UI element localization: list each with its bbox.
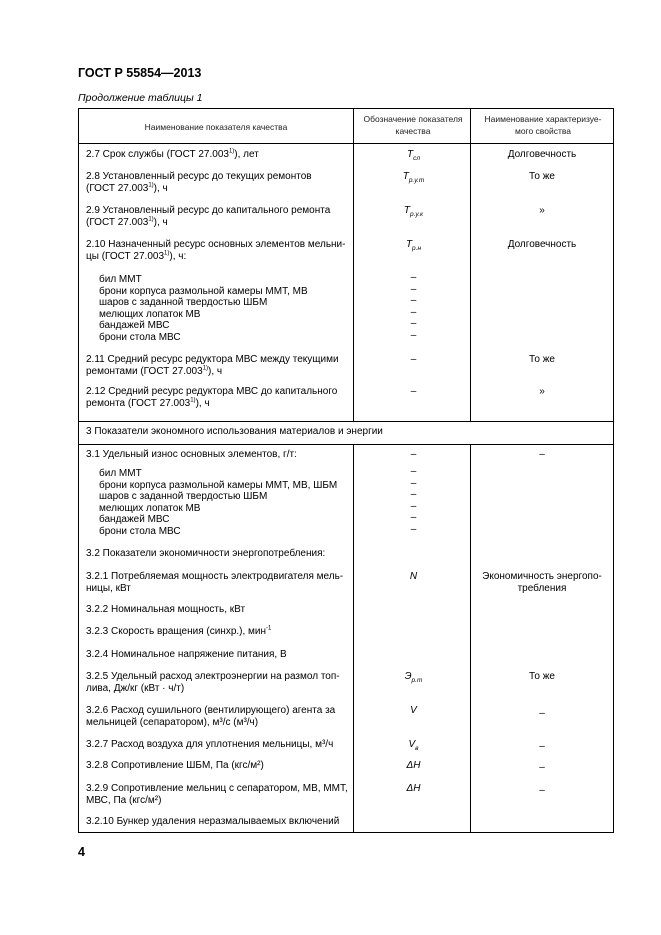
table-row: 3.2.9 Сопротивление мельниц с сепаратором, МВ, ММТ, МВС, Па (кгс/м²) — [86, 783, 348, 806]
symbol-cell: $T_{р.у.т}$ — [402, 171, 425, 184]
table-row: 2.11 Средний ресурс редуктора МВС между текущими ремонтами (ГОСТ 27.003$^{1)}$), ч — [86, 354, 339, 377]
quality-indicators-table — [78, 108, 614, 833]
property-cell: – — [539, 762, 545, 773]
symbol-cell: ΔH — [406, 760, 421, 771]
list-item-group: бил ММТ брони корпуса размольной камеры ММТ, МВ, ШБМ шаров с заданной твердостью ШБМ мелющих лопаток МВ бандажей МВС брони стола МВС — [99, 468, 338, 537]
property-cell: – — [539, 708, 545, 719]
symbol-cell: V — [410, 705, 417, 716]
table-continuation-caption: Продолжение таблицы 1 — [78, 92, 203, 104]
property-cell: То же — [529, 671, 555, 682]
table-row: 3.2.3 Скорость вращения (синхр.), мин$^{-1}$ — [86, 625, 272, 637]
property-cell: Долговечность — [507, 149, 577, 160]
section-3-heading: 3 Показатели экономного использования материалов и энергии — [86, 426, 383, 437]
property-cell: » — [539, 386, 545, 397]
symbol-cell: $T_{р.н}$ — [405, 239, 422, 252]
table-row: 3.2.10 Бункер удаления неразмалываемых включений — [86, 816, 340, 827]
symbol-cell: ΔH — [406, 783, 421, 794]
column-header-symbol: Обозначение показателя качества — [363, 114, 463, 136]
document-id: ГОСТ Р 55854—2013 — [78, 66, 202, 80]
table-row: 3.2.7 Расход воздуха для уплотнения мельницы, м³/ч — [86, 739, 334, 750]
table-row: 2.9 Установленный ресурс до капитального ремонта (ГОСТ 27.003$^{1)}$), ч — [86, 205, 331, 228]
property-cell: То же — [529, 354, 555, 365]
table-row: 3.2 Показатели экономичности энергопотребления: — [86, 548, 326, 559]
table-row: 3.2.2 Номинальная мощность, кВт — [86, 604, 246, 615]
property-cell: – — [539, 449, 545, 460]
dash-group: – – – – – – — [410, 272, 417, 341]
property-cell: – — [539, 785, 545, 796]
symbol-cell: N — [409, 571, 418, 582]
table-row: 3.2.6 Расход сушильного (вентилирующего) агента за мельницей (сепаратором), м³/с (м³/ч) — [86, 705, 336, 728]
table-row: 3.2.8 Сопротивление ШБМ, Па (кгс/м²) — [86, 760, 264, 771]
symbol-cell: $T_{сл}$ — [406, 149, 421, 162]
property-cell: » — [539, 205, 545, 216]
symbol-cell: – — [410, 449, 417, 460]
symbol-cell: – — [410, 386, 417, 397]
page-number: 4 — [78, 845, 85, 859]
table-row: 2.10 Назначенный ресурс основных элементов мельни- цы (ГОСТ 27.003$^{1)}$), ч: — [86, 239, 346, 262]
symbol-cell: $Э_{р.т}$ — [404, 671, 423, 684]
table-row: 3.1 Удельный износ основных элементов, г/т: — [86, 449, 297, 460]
table-row: 2.8 Установленный ресурс до текущих ремонтов (ГОСТ 27.003$^{1)}$), ч — [86, 171, 312, 194]
list-item-group: бил ММТ брони корпуса размольной камеры ММТ, МВ шаров с заданной твердостью ШБМ мелющих лопаток МВ бандажей МВС брони стола МВС — [99, 274, 308, 343]
column-header-name: Наименование показателя качества — [144, 122, 288, 132]
table-row: 2.7 Срок службы (ГОСТ 27.003$^{1)}$), лет — [86, 148, 259, 160]
table-row: 3.2.5 Удельный расход электроэнергии на размол топ- лива, Дж/кг (кВт · ч/т) — [86, 671, 340, 694]
property-cell: Долговечность — [507, 239, 577, 250]
symbol-cell: – — [410, 354, 417, 365]
table-row: 3.2.4 Номинальное напряжение питания, В — [86, 649, 287, 660]
property-cell: То же — [529, 171, 555, 182]
table-row: 2.12 Средний ресурс редуктора МВС до капитального ремонта (ГОСТ 27.003$^{1)}$), ч — [86, 386, 338, 409]
dash-group: – – – – – – — [410, 466, 417, 535]
column-header-property: Наименование характеризуе-мого свойства — [484, 114, 602, 136]
symbol-cell: $T_{р.у.к}$ — [403, 205, 424, 218]
symbol-cell: $V_в$ — [408, 739, 419, 752]
table-row: 3.2.1 Потребляемая мощность электродвигателя мель- ницы, кВт — [86, 571, 344, 594]
property-cell: Экономичность энергопо- требления — [482, 571, 602, 594]
property-cell: – — [539, 741, 545, 752]
